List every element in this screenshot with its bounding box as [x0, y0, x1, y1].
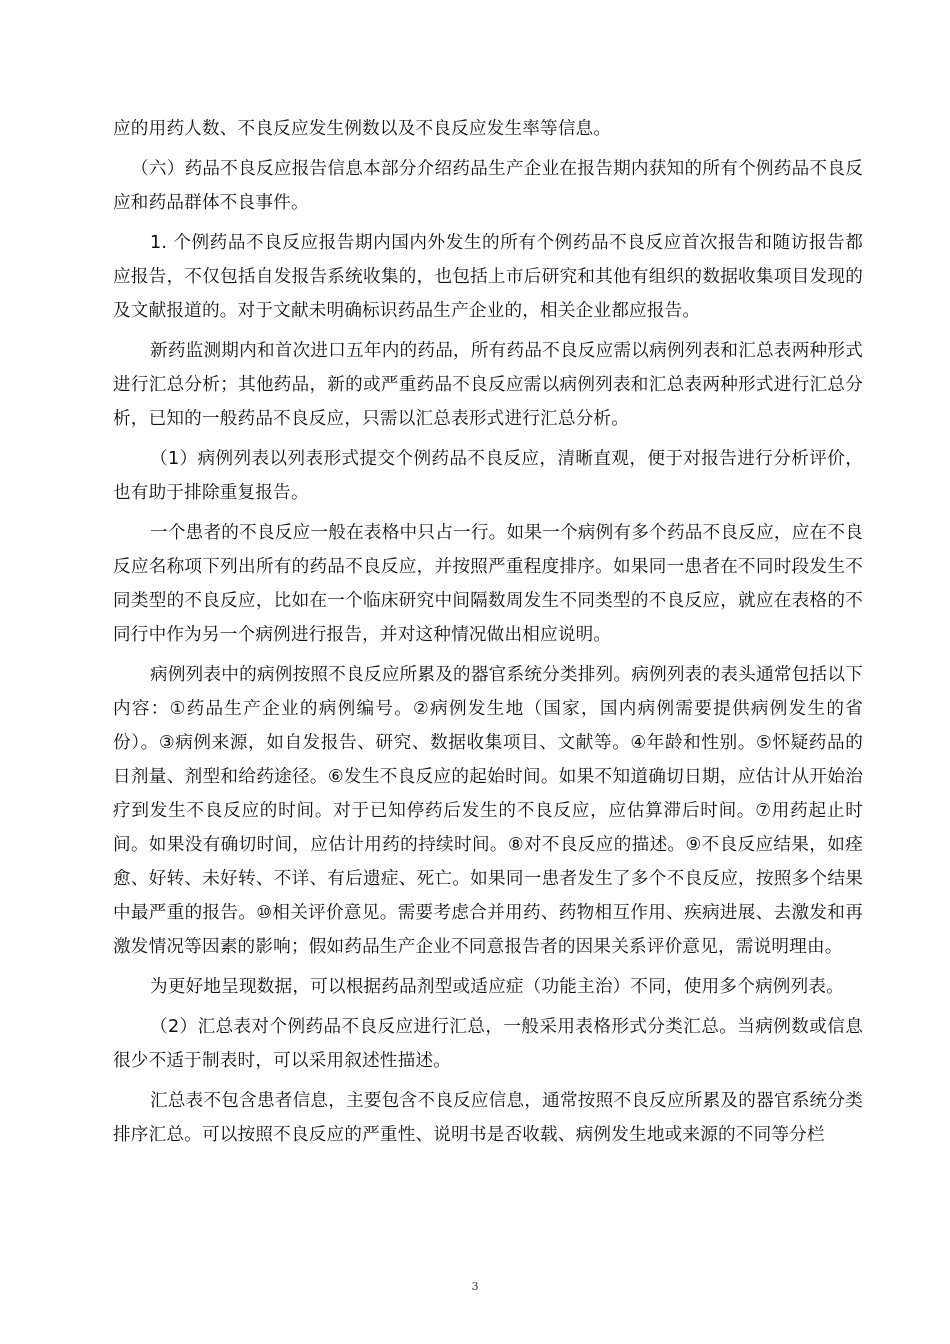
document-body	[113, 112, 863, 1158]
paragraph-continuation: 应的用药人数、不良反应发生例数以及不良反应发生率等信息。	[113, 119, 612, 139]
page-number: 3	[471, 1280, 479, 1293]
paragraph-one-patient-one-row: 一个患者的不良反应一般在表格中只占一行。如果一个病例有多个药品不良反应，应在不良反应名称项下列出所有的药品不良反应，并按照严重程度排序。如果同一患者在不同时段发生不同类型的不良反应，比如在一个临床研究中间隔数周发生不同类型的不良反应，就应在表格的不同行中作为另一个病例进行报告，并对这种情况做出相应说明。	[113, 523, 863, 645]
paragraph-new-drug-monitoring: 新药监测期内和首次进口五年内的药品，所有药品不良反应需以病例列表和汇总表两种形式进行汇总分析；其他药品，新的或严重药品不良反应需以病例列表和汇总表两种形式进行汇总分析，已知的一般药品不良反应，只需以汇总表形式进行汇总分析。	[113, 341, 863, 429]
paragraph-section-6: （六）药品不良反应报告信息本部分介绍药品生产企业在报告期内获知的所有个例药品不良反应和药品群体不良事件。	[113, 159, 863, 213]
paragraph-summary-table: （2）汇总表对个例药品不良反应进行汇总，一般采用表格形式分类汇总。当病例数或信息很少不适于制表时，可以采用叙述性描述。	[113, 1017, 863, 1071]
paragraph-case-list: （1）病例列表以列表形式提交个例药品不良反应，清晰直观，便于对报告进行分析评价，也有助于排除重复报告。	[113, 449, 863, 503]
paragraph-case-list-header: 病例列表中的病例按照不良反应所累及的器官系统分类排列。病例列表的表头通常包括以下内容：①药品生产企业的病例编号。②病例发生地（国家，国内病例需要提供病例发生的省份）。③病例来源，如自发报告、研究、数据收集项目、文献等。④年龄和性别。⑤怀疑药品的日剂量、剂型和给药途径。⑥发生不良反应的起始时间。如果不知道确切日期，应估计从开始治疗到发生不良反应的时间。对于已知停药后发生的不良反应，应估算滞后时间。⑦用药起止时间。如果没有确切时间，应估计用药的持续时间。⑧对不良反应的描述。⑨不良反应结果，如痊愈、好转、未好转、不详、有后遗症、死亡。如果同一患者发生了多个不良反应，按照多个结果中最严重的报告。⑩相关评价意见。需要考虑合并用药、药物相互作用、疾病进展、去激发和再激发情况等因素的影响；假如药品生产企业不同意报告者的因果关系评价意见，需说明理由。	[113, 665, 863, 957]
paragraph-multiple-case-lists: 为更好地呈现数据，可以根据药品剂型或适应症（功能主治）不同，使用多个病例列表。	[150, 977, 844, 997]
paragraph-item-1: 1. 个例药品不良反应报告期内国内外发生的所有个例药品不良反应首次报告和随访报告都应报告，不仅包括自发报告系统收集的，也包括上市后研究和其他有组织的数据收集项目发现的及文献报道的。对于文献未明确标识药品生产企业的，相关企业都应报告。	[113, 233, 863, 321]
paragraph-summary-table-content: 汇总表不包含患者信息，主要包含不良反应信息，通常按照不良反应所累及的器官系统分类排序汇总。可以按照不良反应的严重性、说明书是否收载、病例发生地或来源的不同等分栏	[113, 1091, 863, 1145]
